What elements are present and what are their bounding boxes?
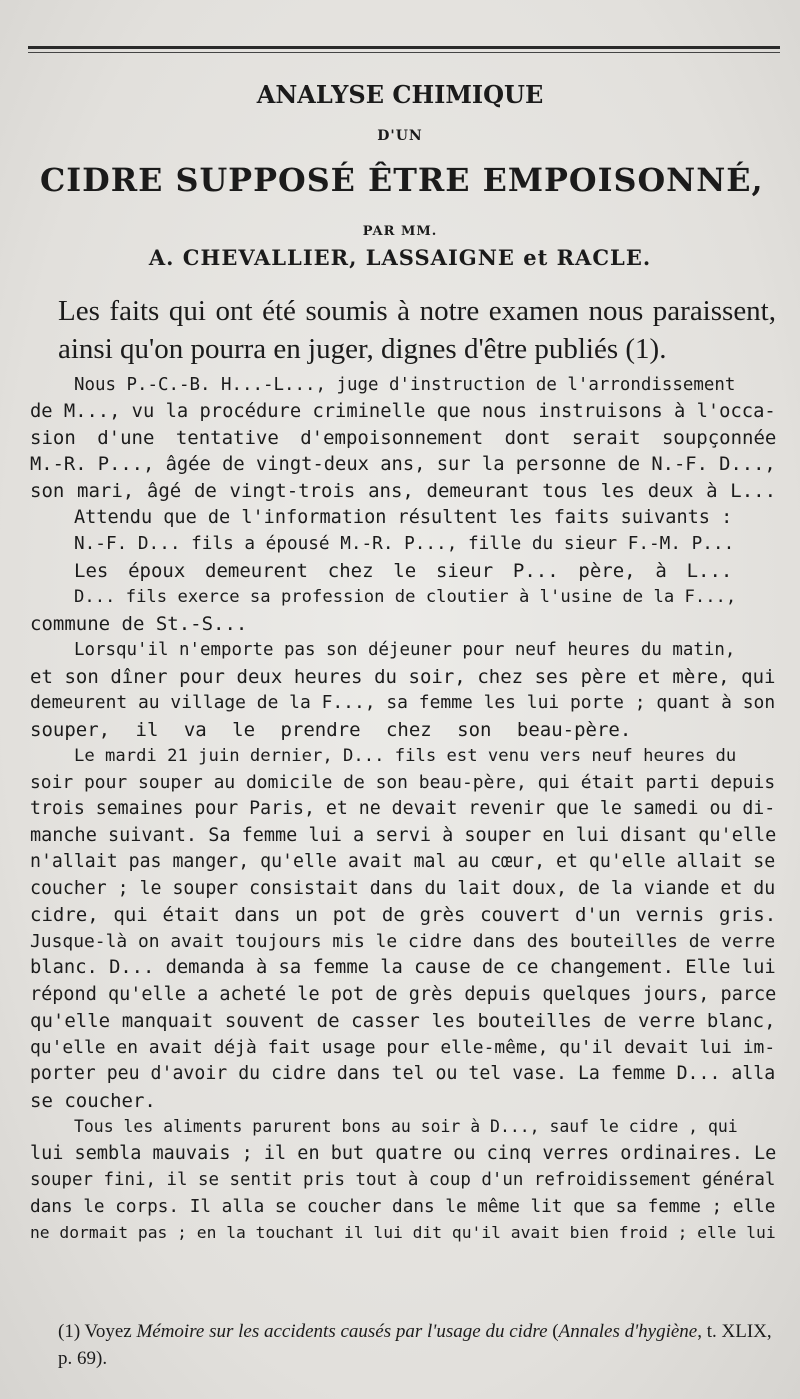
body-line: de M..., vu la procédure criminelle que nous instruisons à l'occa- bbox=[30, 400, 776, 422]
byline-prefix: PAR MM. bbox=[362, 224, 438, 239]
body-line: Tous les aliments parurent bons au soir à D..., sauf le cidre , qui bbox=[74, 1117, 738, 1136]
article-heading: ANALYSE CHIMIQUE bbox=[256, 80, 544, 109]
footnote-prefix: (1) Voyez bbox=[58, 1321, 137, 1342]
body-line: trois semaines pour Paris, et ne devait revenir que le samedi ou di- bbox=[30, 798, 776, 819]
body-line: Lorsqu'il n'emporte pas son déjeuner pour neuf heures du matin, bbox=[74, 640, 736, 660]
body-line: cidre, qui était dans un pot de grès couvert d'un vernis gris. bbox=[30, 904, 777, 926]
body-line: Le mardi 21 juin dernier, D... fils est venu vers neuf heures du bbox=[74, 746, 737, 766]
body-line: se coucher. bbox=[30, 1089, 156, 1112]
body-line: N.-F. D... fils a épousé M.-R. P..., fille du sieur F.-M. P... bbox=[74, 534, 735, 554]
body-line: souper, il va le prendre chez son beau-père. bbox=[30, 718, 632, 741]
byline-authors: A. CHEVALLIER, LASSAIGNE et RACLE. bbox=[148, 245, 652, 270]
footnote-journal: Annales d'hygiène bbox=[558, 1321, 698, 1342]
body-line: répond qu'elle a acheté le pot de grès depuis quelques jours, parce bbox=[30, 983, 777, 1005]
body-line: porter peu d'avoir du cidre dans tel ou tel vase. La femme D... alla bbox=[30, 1063, 776, 1084]
footnote-mid: ( bbox=[547, 1321, 559, 1342]
body-line: blanc. D... demanda à sa femme la cause de ce changement. Elle lui bbox=[30, 957, 776, 978]
footnote bbox=[58, 1318, 778, 1372]
body-line: lui sembla mauvais ; il en but quatre ou cinq verres ordinaires. Le bbox=[30, 1142, 777, 1164]
body-line: ne dormait pas ; en la touchant il lui dit qu'il avait bien froid ; elle lui bbox=[30, 1223, 776, 1242]
footnote-suffix: , t. XLIX, p. 69). bbox=[58, 1321, 772, 1369]
body-line: et son dîner pour deux heures du soir, chez ses père et mère, qui bbox=[30, 665, 776, 688]
body-line: souper fini, il se sentit pris tout à coup d'un refroidissement général bbox=[30, 1170, 776, 1190]
body-line: Les époux demeurent chez le sieur P... père, à L... bbox=[74, 559, 733, 582]
body-line: sion d'une tentative d'empoisonnement dont serait soupçonnée bbox=[30, 427, 777, 449]
heading-connector: D'UN bbox=[377, 128, 423, 144]
body-line: Jusque-là on avait toujours mis le cidre dans des bouteilles de verre bbox=[30, 930, 776, 952]
body-text bbox=[30, 372, 776, 1247]
body-line: qu'elle en avait déjà fait usage pour elle-même, qu'il devait lui im- bbox=[30, 1036, 776, 1058]
body-line: manche suivant. Sa femme lui a servi à souper en lui disant qu'elle bbox=[30, 824, 777, 846]
body-line: D... fils exerce sa profession de cloutier à l'usine de la F..., bbox=[74, 587, 737, 607]
body-line: soir pour souper au domicile de son beau-père, qui était parti depuis bbox=[30, 771, 776, 793]
footnote-title: Mémoire sur les accidents causés par l'usage du cidre bbox=[136, 1321, 548, 1342]
body-line: Attendu que de l'information résultent les faits suivants : bbox=[74, 506, 733, 528]
body-line: qu'elle manquait souvent de casser les bouteilles de verre blanc, bbox=[30, 1010, 776, 1032]
body-line: demeurent au village de la F..., sa femme les lui porte ; quant à son bbox=[30, 692, 776, 713]
top-rule-thin bbox=[28, 52, 780, 53]
lead-paragraph: Les faits qui ont été soumis à notre examen nous paraissent, ainsi qu'on pourra en juger, dignes d'être publiés (1). bbox=[58, 295, 776, 365]
top-rule bbox=[28, 46, 780, 49]
body-line: coucher ; le souper consistait dans du lait doux, de la viande et du bbox=[30, 877, 776, 899]
body-line: son mari, âgé de vingt-trois ans, demeurant tous les deux à L... bbox=[30, 480, 777, 502]
body-line: commune de St.-S... bbox=[30, 612, 248, 635]
body-line: dans le corps. Il alla se coucher dans le même lit que sa femme ; elle bbox=[30, 1196, 776, 1217]
body-line: Nous P.-C.-B. H...-L..., juge d'instruction de l'arrondissement bbox=[74, 375, 736, 395]
body-line: M.-R. P..., âgée de vingt-deux ans, sur la personne de N.-F. D..., bbox=[30, 453, 776, 475]
article-main-title: CIDRE SUPPOSÉ ÊTRE EMPOISONNÉ, bbox=[40, 162, 764, 199]
body-line: n'allait pas manger, qu'elle avait mal au cœur, et qu'elle allait se bbox=[30, 851, 776, 872]
